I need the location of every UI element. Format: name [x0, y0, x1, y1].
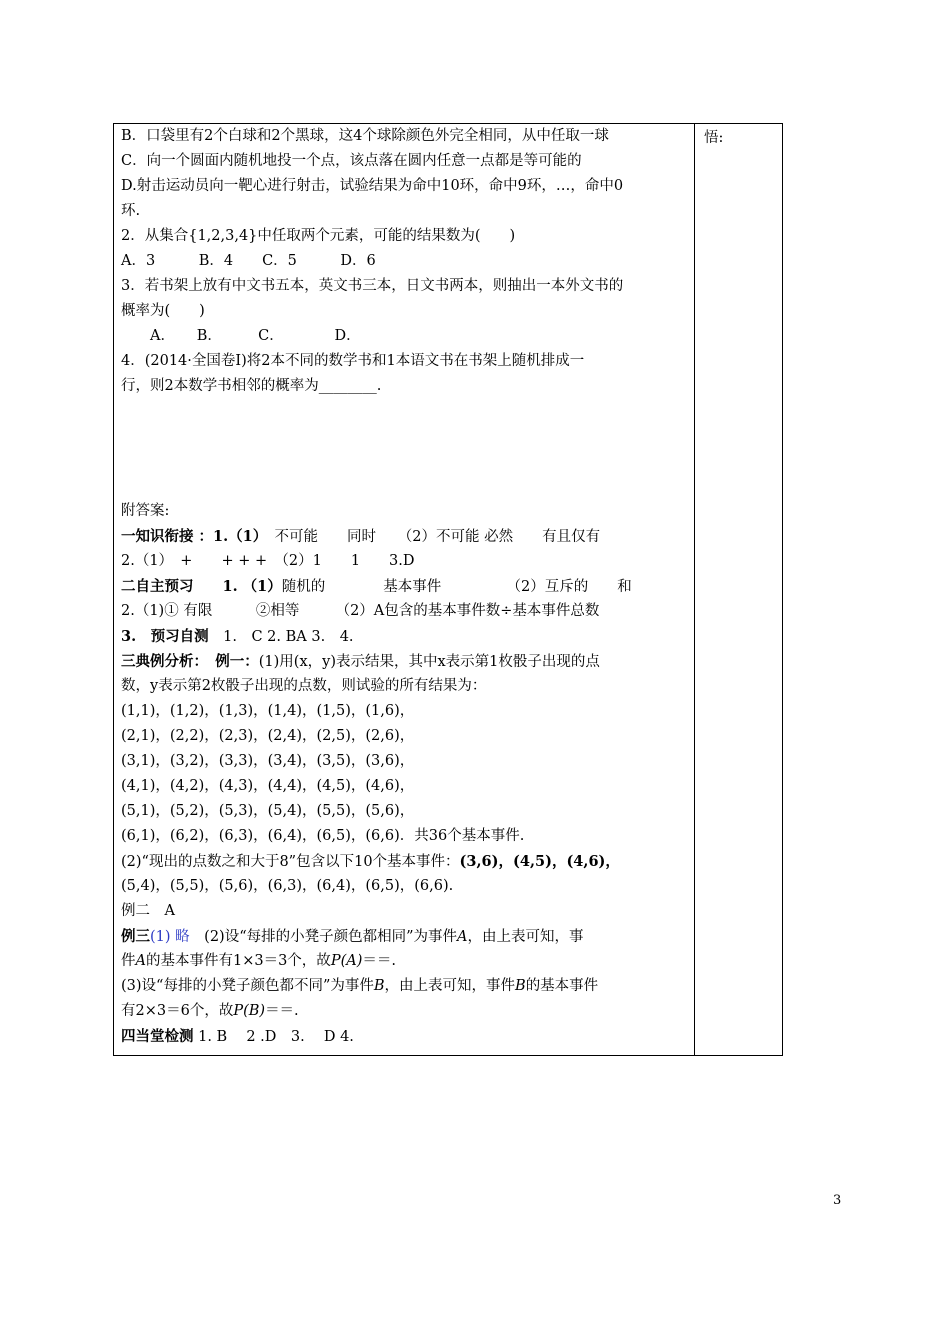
reflection-label: 悟:: [704, 130, 724, 146]
example-3-line2: [121, 949, 689, 974]
example-3-line4: [121, 999, 689, 1024]
section-2-title: 二自主预习 1. （1）: [121, 578, 282, 595]
example-1-line2: 数，y表示第2枚骰子出现的点数，则试验的所有结果为：: [121, 678, 487, 694]
exercise-line: 行，则2本数学书相邻的概率为________.: [121, 378, 382, 394]
exercise-line: 环.: [121, 203, 141, 219]
example-3-line3: [121, 974, 689, 999]
example-3-text: (3)设“每排的小凳子颜色都不同”为事件: [121, 978, 374, 994]
part2-events: (3,6)，(4,5)，(4,6)，: [459, 853, 620, 870]
column-divider: [694, 124, 695, 1055]
section-3-line: [121, 624, 689, 649]
content-table: [113, 123, 783, 1056]
example-3-part1: (1) 略: [150, 929, 190, 945]
exercise-line: D.射击运动员向一靶心进行射击，试验结果为命中10环，命中9环，…，命中0: [121, 178, 624, 194]
example-3-text: ＝＝.: [362, 953, 396, 969]
example-3-text: 件: [121, 953, 136, 969]
event-a: A: [457, 929, 468, 945]
event-b: B: [515, 978, 526, 994]
exercise-line: 3．若书架上放有中文书五本，英文书三本，日文书两本，则抽出一本外文书的: [121, 278, 624, 294]
section-2-line2: 2.（1)① 有限 ②相等 （2）A包含的基本事件数÷基本事件总数: [121, 603, 600, 619]
event-a: A: [135, 953, 146, 969]
outcome-row: (6,1)，(6,2)，(6,3)，(6,4)，(6,5)，(6,6)．共36个基本事件.: [121, 828, 525, 844]
exercise-line: 概率为( ): [121, 303, 205, 319]
exercise-line: 4．(2014·全国卷Ⅰ)将2本不同的数学书和1本语文书在书架上随机排成一: [121, 353, 585, 369]
example-1-text: (1)用(x，y)表示结果，其中x表示第1枚骰子出现的点: [258, 654, 600, 670]
page-number: 3: [833, 1193, 842, 1208]
section-4-text: 1. B 2 .D 3. D 4.: [198, 1029, 354, 1045]
section-2-text: 随机的 基本事件 （2）互斥的 和: [281, 579, 632, 595]
example-3-text: ，由上表可知，事件: [384, 978, 516, 994]
section-3-text: 1. C 2. BA 3. 4.: [208, 629, 354, 645]
probability-b: P(B): [233, 1003, 266, 1019]
example-3-text: (2)设“每排的小凳子颜色都相同”为事件: [189, 929, 458, 945]
example-3-text: 的基本事件有1×3＝3个，故: [145, 953, 331, 969]
section-1-line: [121, 524, 689, 549]
example-3-text: 有2×3＝6个，故: [121, 1003, 234, 1019]
section-4-line: [121, 1024, 689, 1049]
exercise-line: A．3 B．4 C．5 D．6: [121, 253, 376, 269]
exercise-line: 2．从集合{1,2,3,4}中任取两个元素，可能的结果数为( ): [121, 228, 516, 244]
exercise-line: C．向一个圆面内随机地投一个点，该点落在圆内任意一点都是等可能的: [121, 153, 582, 169]
example-3-text: ，由上表可知，事: [467, 929, 584, 945]
example-3-text: 的基本事件: [525, 978, 599, 994]
section-4-title: 四当堂检测: [121, 1028, 194, 1045]
exercise-line: B．口袋里有2个白球和2个黑球，这4个球除颜色外完全相同，从中任取一球: [121, 128, 609, 144]
example-1-part2-line2: (5,4)，(5,5)，(5,6)，(6,3)，(6,4)，(6,5)，(6,6).: [121, 878, 454, 894]
part2-text: (2)“现出的点数之和大于8”包含以下10个基本事件：: [121, 854, 460, 870]
outcome-row: (5,1)，(5,2)，(5,3)，(5,4)，(5,5)，(5,6)，: [121, 803, 415, 819]
outcome-row: (4,1)，(4,2)，(4,3)，(4,4)，(4,5)，(4,6)，: [121, 778, 415, 794]
exercise-line: A． B． C． D．: [121, 328, 361, 344]
outcome-row: (3,1)，(3,2)，(3,3)，(3,4)，(3,5)，(3,6)，: [121, 753, 415, 769]
example-2-line: 例二 A: [121, 903, 175, 919]
blank-space: [121, 399, 689, 499]
examples-title: 三典例分析： 例一：: [121, 653, 259, 670]
main-column: [121, 124, 689, 1049]
event-b: B: [373, 978, 385, 994]
example-3-title: 例三: [121, 928, 150, 945]
example-3-line: [121, 924, 689, 949]
section-2-line: [121, 574, 689, 599]
example-3-text: ＝＝.: [265, 1003, 299, 1019]
example-1-part2: [121, 849, 689, 874]
outcome-row: (2,1)，(2,2)，(2,3)，(2,4)，(2,5)，(2,6)，: [121, 728, 415, 744]
outcome-row: (1,1)，(1,2)，(1,3)，(1,4)，(1,5)，(1,6)，: [121, 703, 415, 719]
section-1-title: 一知识衔接 ：1.（1）: [121, 528, 261, 545]
answers-heading: 附答案:: [121, 503, 170, 519]
section-3-title: 3. 预习自测: [121, 628, 209, 645]
section-1-text: 不可能 同时 （2）不可能 必然 有且仅有: [260, 529, 601, 545]
section-1-line2: 2.（1） + + + + （2）1 1 3.D: [121, 553, 415, 569]
example-1-line: [121, 649, 689, 674]
probability-a: P(A): [330, 953, 363, 969]
